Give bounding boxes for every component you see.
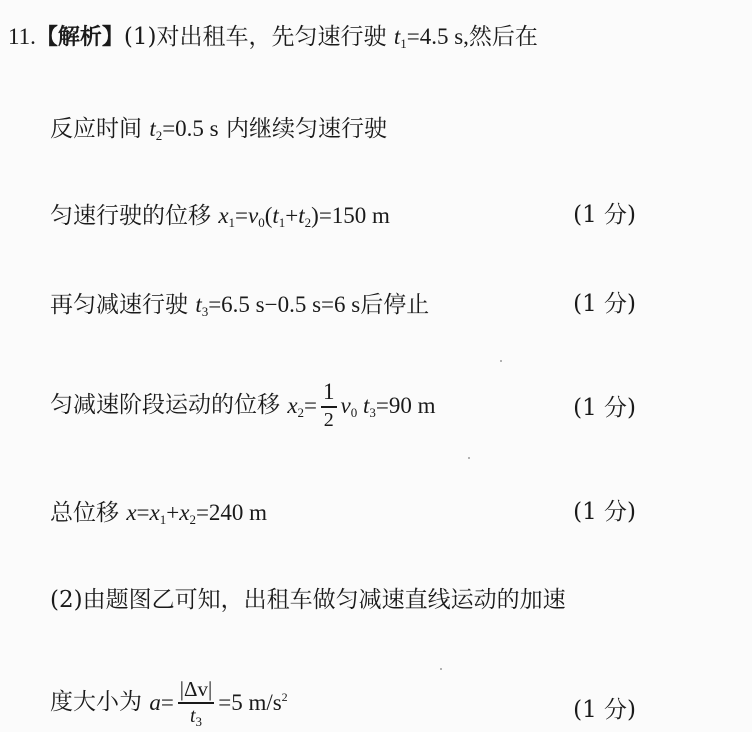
line-2-text: 反应时间 — [50, 116, 142, 142]
line-1-text: (1)对出租车，先匀速行驶 — [123, 24, 387, 50]
line-3-text: 匀速行驶的位移 — [50, 203, 211, 229]
line-4-end: 后停止 — [360, 292, 430, 318]
fraction-denominator: $t_3$ — [189, 704, 203, 729]
line-2 — [50, 117, 387, 141]
scan-speck — [440, 668, 442, 670]
fraction-numerator: |Δv| — [179, 677, 213, 701]
question-number: 11. — [8, 24, 36, 49]
analysis-tag: 【解析】 — [35, 25, 124, 50]
line-6-text: 总位移 — [50, 500, 119, 526]
line-7-text: (2)由题图乙可知，出租车做匀减速直线运动的加速 — [50, 587, 566, 613]
line-8-math-lhs: a= — [149, 689, 174, 715]
line-8-text: 度大小为 — [50, 688, 142, 715]
line-4 — [50, 293, 429, 317]
line-3 — [50, 204, 390, 228]
scan-speck — [500, 360, 502, 362]
line-3-math: $x_1=v_0(t_1+t_2)=150$ m — [218, 203, 390, 230]
line-6-math: $x=x_1+x_2=240$ m — [126, 500, 268, 527]
line-6 — [50, 501, 267, 525]
line-8 — [50, 678, 288, 727]
line-5: 匀减速阶段运动的位移 $x_2=$ $\frac{1}{2}$ $v_0$ $t_3=90$ m — [50, 379, 436, 431]
line-5-text: 匀减速阶段运动的位移 — [50, 391, 280, 418]
score-line-5: (1 分) — [573, 395, 636, 421]
line-1-math: $t_1=4.5$ s, — [393, 24, 469, 51]
score-line-3: (1 分) — [573, 202, 636, 228]
score-line-8: (1 分) — [573, 697, 636, 723]
line-8-fraction — [178, 678, 214, 727]
score-line-4: (1 分) — [573, 291, 636, 317]
line-1-end: 然后在 — [468, 24, 538, 50]
line-5-math: $x_2=$ — [287, 392, 318, 420]
line-4-math: $t_3=6.5$ s−0.5 s=6 s — [195, 292, 361, 319]
line-1 — [8, 25, 538, 49]
line-2-math: $t_2=0.5$ s — [149, 116, 219, 143]
score-line-6: (1 分) — [573, 499, 636, 525]
line-2-end: 内继续匀速行驶 — [225, 116, 387, 142]
line-5-fraction — [321, 380, 337, 431]
line-4-text: 再匀减速行驶 — [50, 292, 188, 318]
line-7 — [50, 589, 566, 612]
fraction-numerator: 1 — [323, 379, 335, 404]
line-8-math-rhs: =5 $m/s^2$ — [218, 689, 288, 715]
scan-speck — [468, 457, 470, 459]
fraction-denominator: 2 — [323, 408, 334, 431]
